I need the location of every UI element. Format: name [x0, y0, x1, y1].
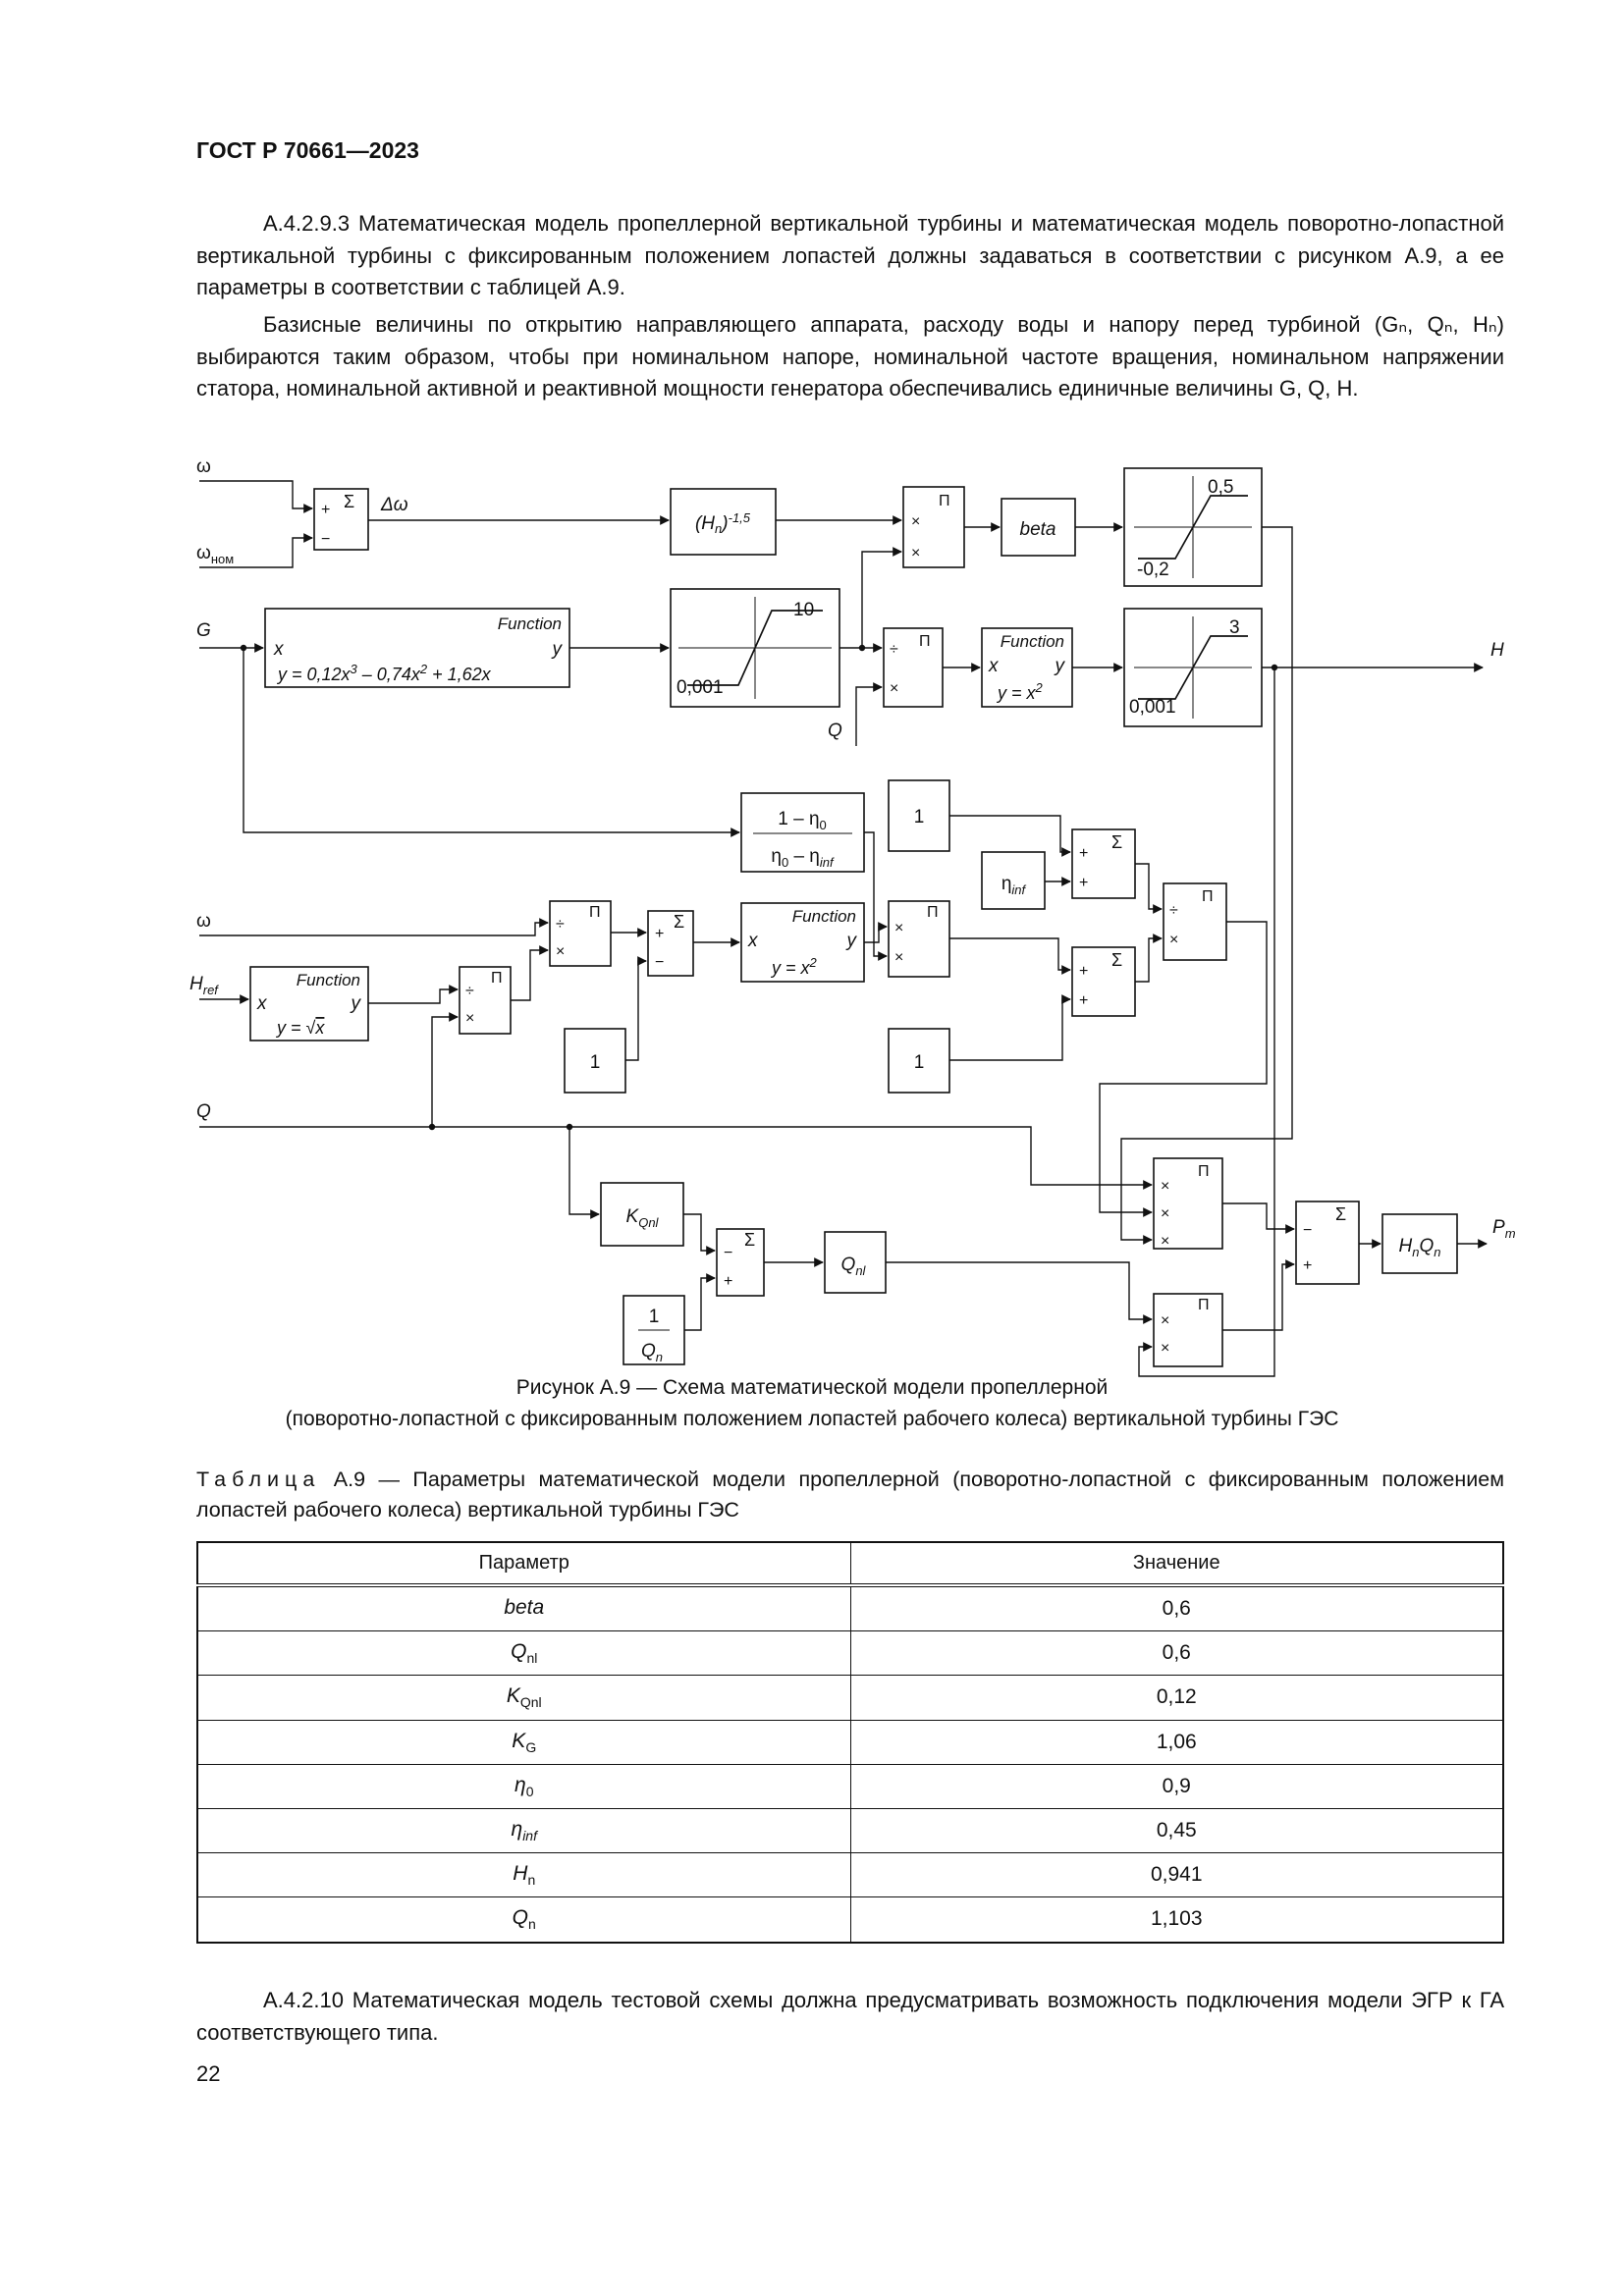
svg-text:3: 3 [1229, 617, 1240, 638]
svg-text:1: 1 [648, 1307, 660, 1327]
product-block-speed [903, 487, 964, 567]
svg-text:1: 1 [589, 1052, 601, 1073]
divide-block-flow [550, 901, 611, 966]
beta-gain-block [1001, 499, 1075, 556]
product-block-power-2 [1154, 1294, 1222, 1366]
table-header-row [197, 1542, 1503, 1585]
function-gate-block [265, 609, 569, 687]
saturation-block-3 [1124, 609, 1262, 726]
paragraph-basis-values: Базисные величины по открытию направляющего аппарата, расходу воды и напору перед турбиной (Gₙ, Qₙ, Hₙ) выбираются таким образом, чтобы при номинальном напоре, номинальной частоте вращения, номинальном напряжении статора, номинальной активной и реактивной мощности генератора обеспечивались единичные величины G, Q, H. [196, 312, 1504, 401]
svg-text:Π: Π [919, 633, 931, 650]
svg-text:×: × [911, 513, 921, 530]
saturation-block-2 [671, 589, 839, 707]
param-name: $Q_n$ [197, 1897, 850, 1943]
output-h-label: H [1490, 640, 1504, 661]
delta-omega-label: Δω [381, 495, 408, 515]
svg-text:0,001: 0,001 [677, 677, 724, 698]
svg-text:Σ: Σ [1111, 832, 1123, 852]
svg-text:Function: Function [791, 907, 856, 926]
figure-caption [120, 1372, 1504, 1434]
saturation-block-1 [1124, 468, 1262, 586]
figure-caption-line2: (поворотно-лопастной с фиксированным положением лопастей рабочего колеса) вертикальной турбины ГЭС [285, 1407, 1339, 1430]
svg-text:×: × [894, 920, 904, 936]
param-value: 0,45 [850, 1808, 1503, 1852]
efficiency-fraction-block [741, 793, 864, 872]
param-value: 0,941 [850, 1853, 1503, 1897]
svg-text:KQnl: $K_{Qnl}$ [625, 1206, 659, 1230]
svg-text:beta: beta [1019, 519, 1056, 540]
input-href-label: $H_{ref}$ [189, 974, 218, 997]
q-stub-label: Q [828, 721, 842, 741]
svg-text:y = x2: $y = x^2$ [772, 955, 817, 978]
kqnl-gain-block [601, 1183, 683, 1246]
table-row [197, 1897, 1503, 1943]
param-value: 0,9 [850, 1764, 1503, 1808]
param-value: 1,103 [850, 1897, 1503, 1943]
param-name: $K_{Qnl}$ [197, 1676, 850, 1720]
svg-text:HnQn: $H_nQ_n$ [1398, 1236, 1441, 1259]
svg-text:1 – η0: $1 - \eta_0$ [778, 809, 827, 832]
svg-text:÷: ÷ [890, 641, 898, 658]
svg-text:×: × [465, 1010, 475, 1027]
param-name: $K_G$ [197, 1720, 850, 1764]
sum-block-speed [314, 489, 368, 550]
svg-text:Σ: Σ [744, 1230, 756, 1250]
figure-a9-diagram [0, 452, 1624, 1414]
input-omega2-label: ω [196, 911, 211, 932]
param-name: beta [197, 1585, 850, 1631]
param-value: 1,06 [850, 1720, 1503, 1764]
svg-text:ωном: $\omega_{ном}$ [196, 543, 235, 566]
divide-block-q [884, 628, 943, 707]
function-x2-block-flow [741, 903, 864, 982]
svg-text:Π: Π [1202, 888, 1214, 905]
svg-text:Π: Π [1198, 1163, 1210, 1180]
svg-text:Π: Π [927, 904, 939, 921]
qnl-block [825, 1232, 886, 1293]
svg-text:+: + [1079, 845, 1089, 862]
constant-one-block-1 [889, 780, 949, 851]
svg-text:Π: Π [1198, 1297, 1210, 1313]
svg-text:×: × [1161, 1205, 1170, 1222]
svg-text:÷: ÷ [556, 916, 565, 933]
table-row [197, 1853, 1503, 1897]
svg-text:Function: Function [296, 971, 360, 989]
sum-block-qnl [717, 1229, 764, 1296]
svg-text:Function: Function [1000, 632, 1064, 651]
svg-text:-0,2: -0,2 [1137, 560, 1169, 580]
svg-text:Function: Function [497, 614, 562, 633]
svg-text:y = √x: y = √x [277, 1018, 325, 1038]
svg-text:−: − [724, 1245, 733, 1261]
svg-text:×: × [911, 545, 921, 561]
svg-text:ηinf: $\eta_{inf}$ [1001, 874, 1026, 897]
svg-text:+: + [1079, 992, 1089, 1009]
col-header-value: Значение [850, 1542, 1503, 1585]
svg-text:1: 1 [913, 807, 925, 828]
svg-text:x: x [748, 931, 758, 951]
sum-block-eta-num [1072, 829, 1135, 898]
param-name: $Q_{nl}$ [197, 1631, 850, 1676]
product-block-power-1 [1154, 1158, 1222, 1250]
page-number: 22 [196, 2061, 221, 2086]
svg-text:1: 1 [913, 1052, 925, 1073]
paragraph-a4210: А.4.2.10 Математическая модель тестовой схемы должна предусматривать возможность подключения модели ЭГР к ГА соответствующего типа. [196, 1988, 1504, 2045]
table-row [197, 1631, 1503, 1676]
sum-block-flow [648, 911, 693, 976]
input-omega-label [196, 456, 234, 566]
svg-text:−: − [1303, 1222, 1313, 1239]
product-block-eta [889, 901, 949, 977]
doc-number: ГОСТ Р 70661—2023 [196, 137, 419, 163]
svg-text:×: × [894, 949, 904, 966]
svg-text:0,5: 0,5 [1208, 477, 1234, 498]
input-g-label: G [196, 620, 211, 641]
svg-text:0,001: 0,001 [1129, 697, 1176, 718]
param-value: 0,6 [850, 1631, 1503, 1676]
param-name: $H_n$ [197, 1853, 850, 1897]
svg-text:÷: ÷ [1169, 902, 1178, 919]
svg-text:(Hn)-1,5: $(H_n)^{-1,5}$ [694, 510, 751, 536]
function-sqrt-block [250, 967, 368, 1041]
table-title: Таблица А.9 — Параметры математической модели пропеллерной (поворотно-лопастной с фиксированным положением лопастей рабочего колеса) вертикальной турбины ГЭС [196, 1468, 1504, 1522]
svg-text:Π: Π [939, 493, 950, 509]
svg-text:−: − [321, 531, 331, 548]
svg-text:−: − [655, 954, 665, 971]
svg-text:×: × [1161, 1340, 1170, 1357]
svg-text:×: × [1161, 1233, 1170, 1250]
param-value: 0,6 [850, 1585, 1503, 1631]
constant-one-block-2 [565, 1029, 625, 1093]
output-pm-label: $P_m$ [1492, 1217, 1516, 1241]
svg-text:+: + [1079, 875, 1089, 891]
svg-text:+: + [655, 926, 665, 942]
paragraph-a4293: А.4.2.9.3 Математическая модель пропеллерной вертикальной турбины и математическая модель поворотно-лопастной вертикальной турбины с фиксированным положением лопастей должны задаваться в соответствии с рисунком А.9, а ее параметры в соответствии с таблицей А.9. [196, 211, 1504, 300]
svg-text:Σ: Σ [1335, 1204, 1347, 1224]
svg-text:×: × [1161, 1312, 1170, 1329]
svg-text:y = x2: $y = x^2$ [998, 680, 1043, 703]
svg-text:+: + [1303, 1257, 1313, 1274]
sum-block-final [1296, 1201, 1359, 1284]
table-row [197, 1808, 1503, 1852]
svg-text:Qn: $Q_n$ [640, 1341, 664, 1364]
parameters-table [196, 1541, 1504, 1944]
svg-text:+: + [321, 502, 331, 518]
svg-text:÷: ÷ [465, 983, 474, 999]
divide-block-eta [1164, 883, 1226, 960]
hn-exponent-block [671, 489, 776, 555]
svg-text:η0 – ηinf: $\eta_0 - \eta_{inf}$ [771, 846, 834, 870]
svg-text:x: x [989, 656, 999, 676]
svg-text:y = 0,12x3 – 0,74x2 + 1,62x: $y = 0,12x^3 - 0,74x^2 + 1,62x$ [278, 662, 491, 684]
svg-text:y: y [552, 639, 562, 660]
svg-text:Π: Π [589, 904, 601, 921]
param-value: 0,12 [850, 1676, 1503, 1720]
svg-text:×: × [1161, 1178, 1170, 1195]
svg-text:x: x [274, 639, 284, 660]
function-x2-block-head [982, 628, 1072, 707]
hnqn-gain-block [1382, 1214, 1457, 1273]
constant-one-block-3 [889, 1029, 949, 1093]
svg-text:x: x [257, 993, 267, 1014]
divide-block-href [460, 967, 511, 1034]
param-name: $\eta_{inf}$ [197, 1808, 850, 1852]
table-row [197, 1676, 1503, 1720]
svg-text:Π: Π [491, 970, 503, 987]
svg-text:Qnl: $Q_{nl}$ [840, 1255, 866, 1278]
svg-text:+: + [724, 1273, 733, 1290]
input-q-label: Q [196, 1101, 211, 1122]
sum-block-eta-den [1072, 947, 1135, 1016]
svg-text:+: + [1079, 963, 1089, 980]
table-row [197, 1764, 1503, 1808]
svg-text:×: × [890, 680, 899, 697]
svg-text:Σ: Σ [674, 912, 685, 932]
svg-text:y: y [846, 931, 856, 951]
svg-text:y: y [351, 993, 360, 1014]
svg-text:10: 10 [793, 600, 815, 620]
table-row [197, 1720, 1503, 1764]
eta-inf-block [982, 852, 1045, 909]
col-header-param: Параметр [197, 1542, 850, 1585]
table-row [197, 1585, 1503, 1631]
svg-text:×: × [1169, 932, 1179, 948]
param-name: $\eta_0$ [197, 1764, 850, 1808]
svg-text:y: y [1055, 656, 1064, 676]
svg-text:×: × [556, 943, 566, 960]
svg-text:Σ: Σ [1111, 950, 1123, 970]
svg-text:Σ: Σ [344, 492, 355, 511]
figure-caption-line1: Рисунок А.9 — Схема математической модели пропеллерной [515, 1376, 1109, 1399]
svg-text:ω: ω [196, 456, 211, 477]
inv-qn-block [623, 1296, 684, 1364]
